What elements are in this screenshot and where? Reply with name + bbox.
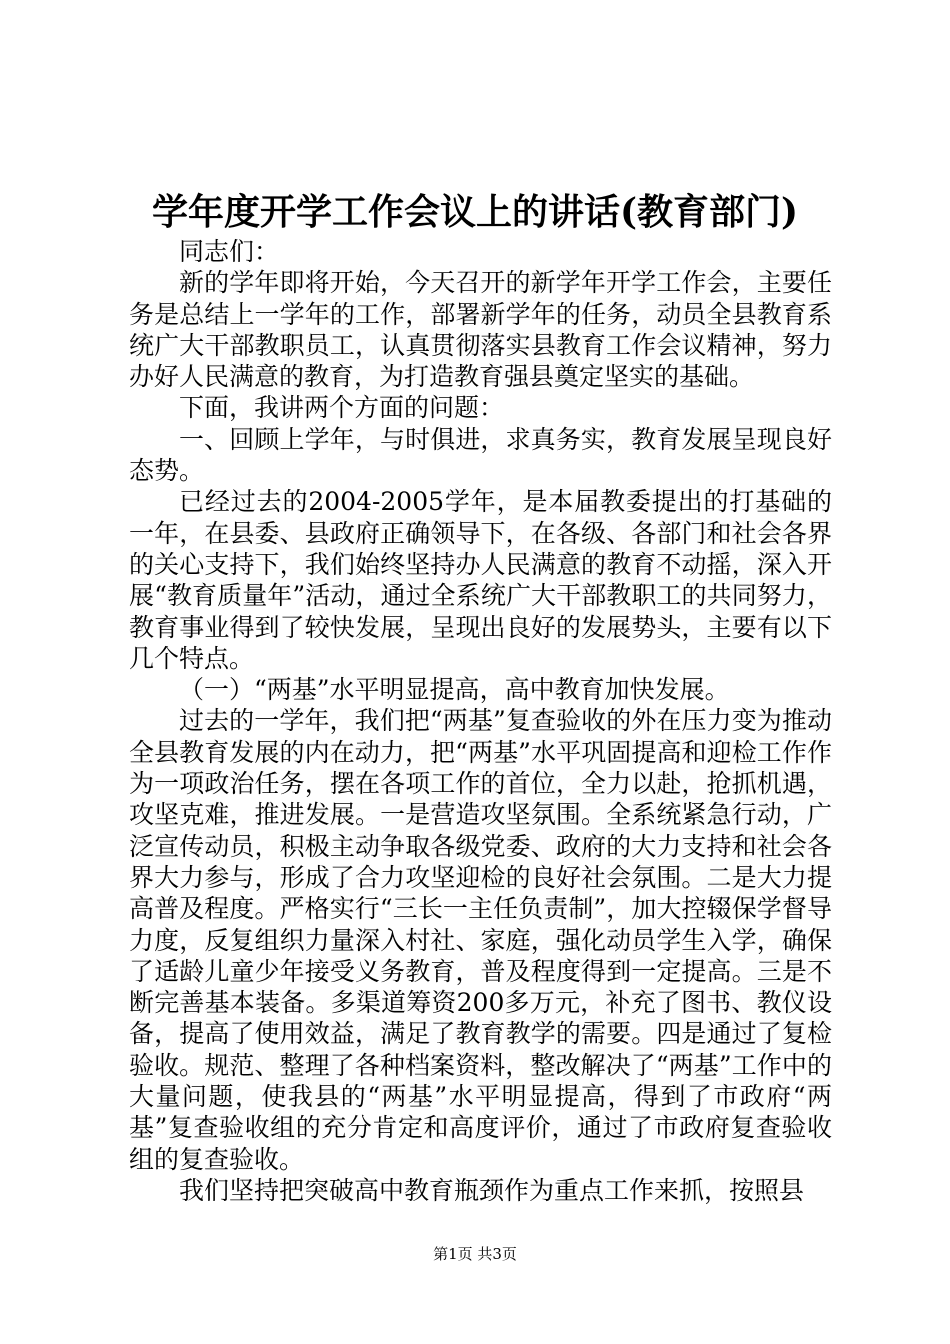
section-heading-1: 一、回顾上学年，与时俱进，求真务实，教育发展呈现良好态势。 [129, 424, 832, 486]
document-title: 学年度开学工作会议上的讲话(教育部门) [151, 191, 799, 233]
body-paragraph: 过去的一学年，我们把“两基”复查验收的外在压力变为推动全县教育发展的内在动力，把“两基”水平巩固提高和迎检工作作为一项政治任务，摆在各项工作的首位，全力以赴，抢抓机遇，攻坚克难，推进发展。一是营造攻坚氛围。全系统紧急行动，广泛宣传动员，积极主动争取各级党委、政府的大力支持和社会各界大力参与，形成了合力攻坚迎检的良好社会氛围。二是大力提高普及程度。严格实行“三长一主任负责制”，加大控辍保学督导力度，反复组织力量深入村社、家庭，强化动员学生入学，确保了适龄儿童少年接受义务教育，普及程度得到一定提高。三是不断完善基本装备。多渠道筹资200多万元，补充了图书、教仪设备，提高了使用效益，满足了教育教学的需要。四是通过了复检验收。规范、整理了各种档案资料，整改解决了“两基”工作中的大量问题，使我县的“两基”水平明显提高，得到了市政府“两基”复查验收组的充分肯定和高度评价，通过了市政府复查验收组的复查验收。 [129, 706, 832, 1174]
body-paragraph: 我们坚持把突破高中教育瓶颈作为重点工作来抓，按照县 [179, 1175, 805, 1205]
page-number-footer: 第1页 共3页 [433, 1245, 517, 1263]
salutation-paragraph: 同志们： [179, 237, 280, 266]
document-body [129, 236, 832, 1206]
subsection-heading-1: （一）“两基”水平明显提高，高中教育加快发展。 [179, 675, 730, 705]
outline-paragraph: 下面，我讲两个方面的问题： [179, 393, 505, 423]
intro-paragraph: 新的学年即将开始，今天召开的新学年开学工作会，主要任务是总结上一学年的工作，部署新学年的任务，动员全县教育系统广大干部教职员工，认真贯彻落实县教育工作会议精神，努力办好人民满意的教育，为打造教育强县奠定坚实的基础。 [129, 268, 832, 392]
body-paragraph: 已经过去的2004-2005学年，是本届教委提出的打基础的一年，在县委、县政府正确领导下，在各级、各部门和社会各界的关心支持下，我们始终坚持办人民满意的教育不动摇，深入开展“教育质量年”活动，通过全系统广大干部教职工的共同努力，教育事业得到了较快发展，呈现出良好的发展势头，主要有以下几个特点。 [129, 487, 832, 673]
